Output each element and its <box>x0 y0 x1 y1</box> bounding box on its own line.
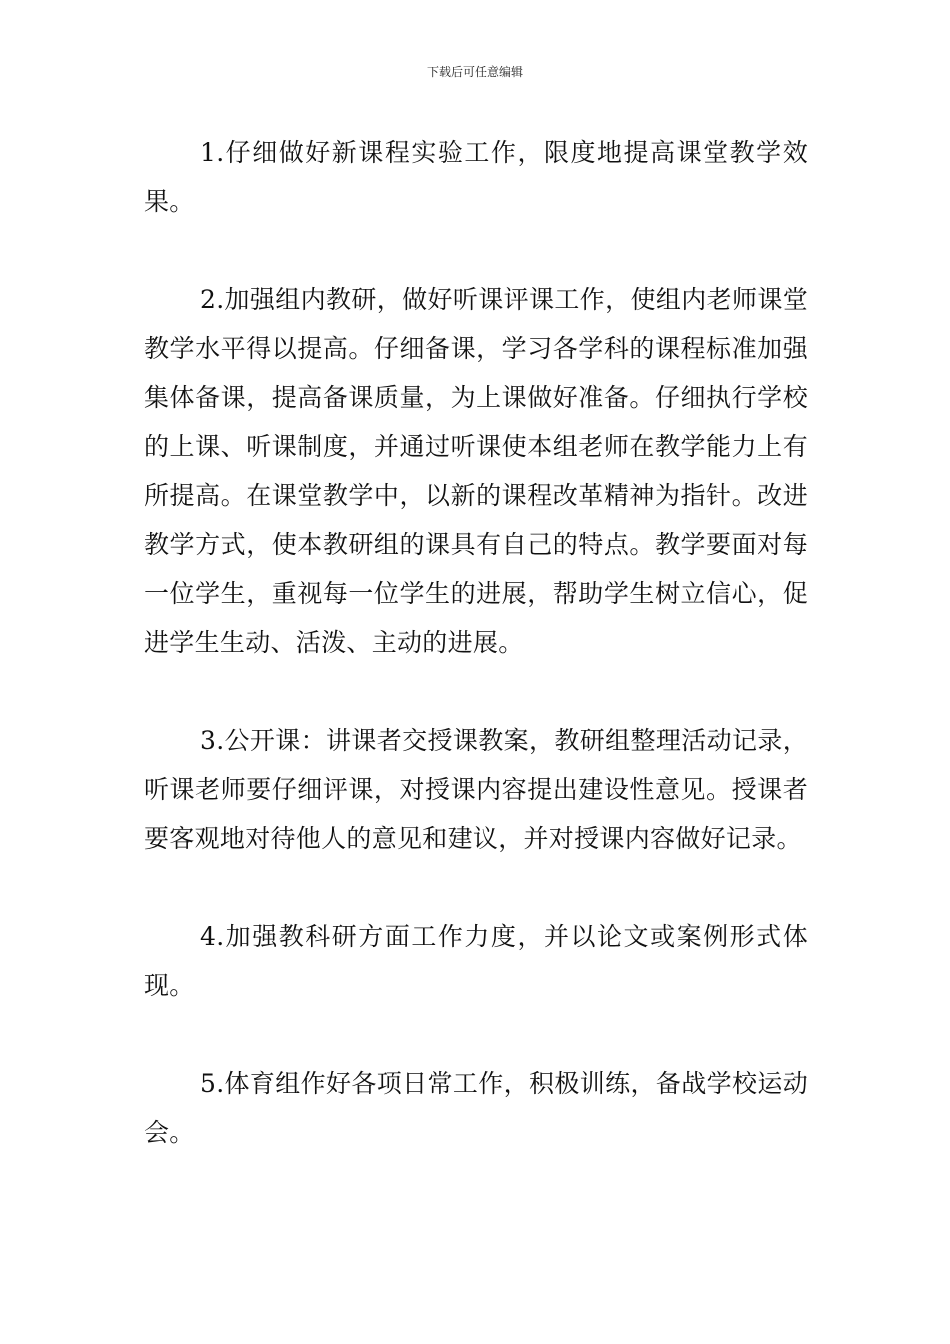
paragraph-item-5: 5.体育组作好各项日常工作，积极训练，备战学校运动会。 <box>144 1069 808 1147</box>
paragraph-item-4: 4.加强教科研方面工作力度，并以论文或案例形式体现。 <box>144 922 808 1000</box>
page-header: 下载后可任意编辑 <box>426 65 523 79</box>
paragraph-item-2: 2.加强组内教研，做好听课评课工作，使组内老师课堂教学水平得以提高。仔细备课，学习各学科的课程标准加强集体备课，提高备课质量，为上课做好准备。仔细执行学校的上课、听课制度，并通过听课使本组老师在教学能力上有所提高。在课堂教学中，以新的课程改革精神为指针。改进教学方式，使本教研组的课具有自己的特点。教学要面对每一位学生，重视每一位学生的进展，帮助学生树立信心，促进学生生动、活泼、主动的进展。 <box>144 285 808 657</box>
paragraph-item-3: 3.公开课：讲课者交授课教案，教研组整理活动记录，听课老师要仔细评课，对授课内容提出建设性意见。授课者要客观地对待他人的意见和建议，并对授课内容做好记录。 <box>144 726 808 853</box>
document-body <box>144 128 808 1157</box>
paragraph-item-1: 1.仔细做好新课程实验工作，限度地提高课堂教学效果。 <box>144 138 808 216</box>
